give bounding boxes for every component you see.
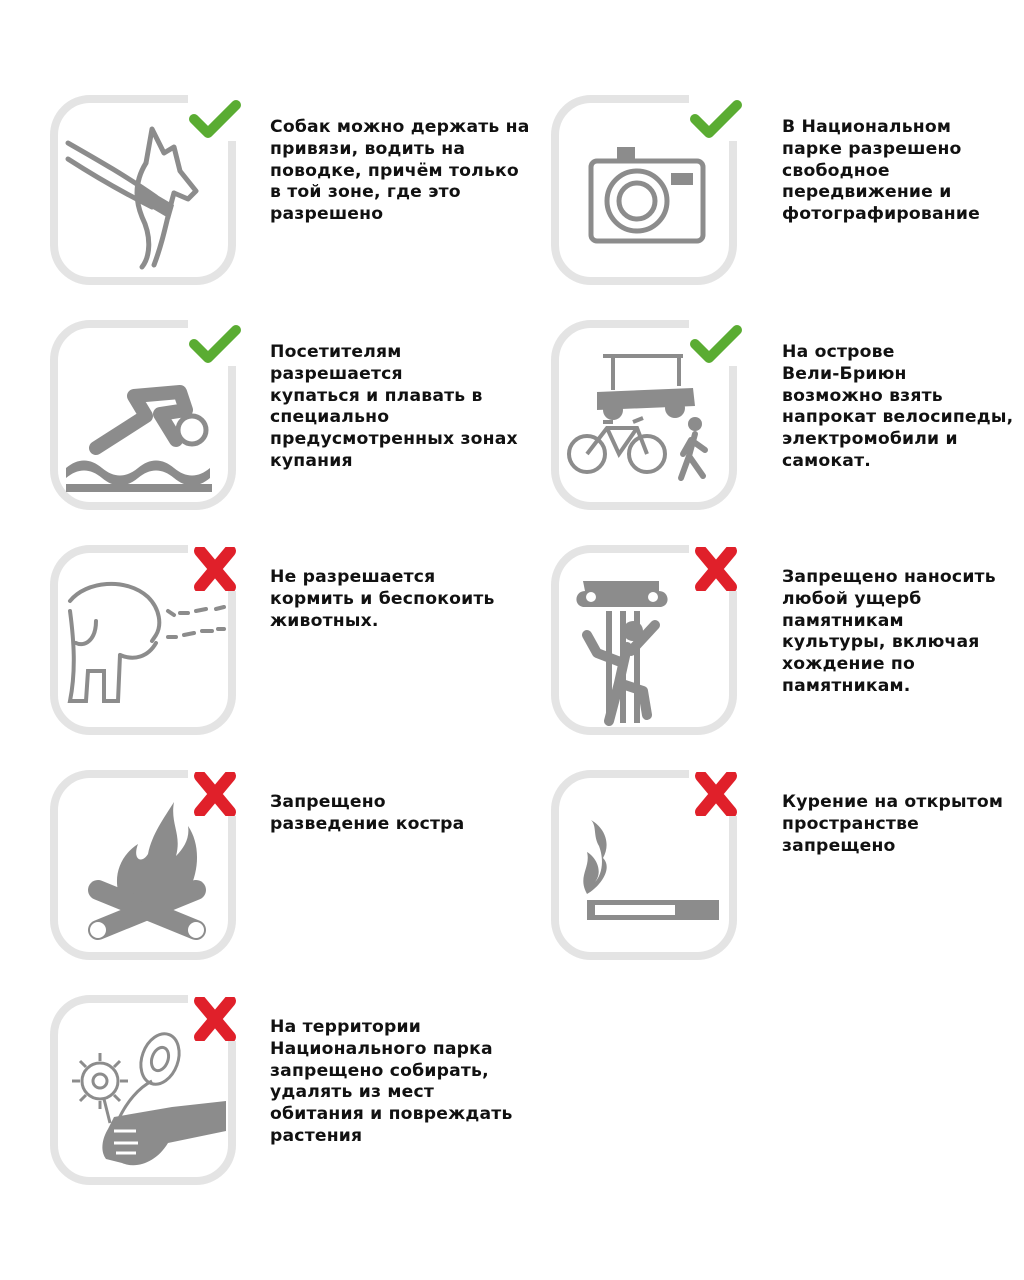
rule-text: Запрещено наносить любой ущерб памятникам культуры, включая хождение по памятникам. <box>782 567 996 696</box>
cross-icon <box>188 772 242 816</box>
rule-text: Курение на открытом пространстве запрещено <box>782 792 1004 856</box>
cross-icon <box>188 997 242 1041</box>
check-icon <box>188 322 242 366</box>
rule-text: Собак можно держать на привязи, водить на поводке, причём только в той зоне, где это разрешено <box>270 117 530 225</box>
rule-text: Не разрешается кормить и беспокоить животных. <box>270 567 495 631</box>
check-icon <box>689 322 743 366</box>
rule-text: Посетителям разрешается купаться и плавать в специально предусмотренных зонах купания <box>270 342 518 471</box>
check-icon <box>689 97 743 141</box>
rule-text: Запрещено разведение костра <box>270 792 465 834</box>
rule-text: В Национальном парке разрешено свободное передвижение и фотографирование <box>782 117 980 225</box>
cross-icon <box>188 547 242 591</box>
cross-icon <box>689 772 743 816</box>
check-icon <box>188 97 242 141</box>
rule-text: На острове Вели-Бриюн возможно взять напрокат велосипеды, электромобили и самокат. <box>782 342 1014 471</box>
rule-text: На территории Национального парка запрещено собирать, удалять из мест обитания и повреждать растения <box>270 1017 513 1146</box>
cross-icon <box>689 547 743 591</box>
